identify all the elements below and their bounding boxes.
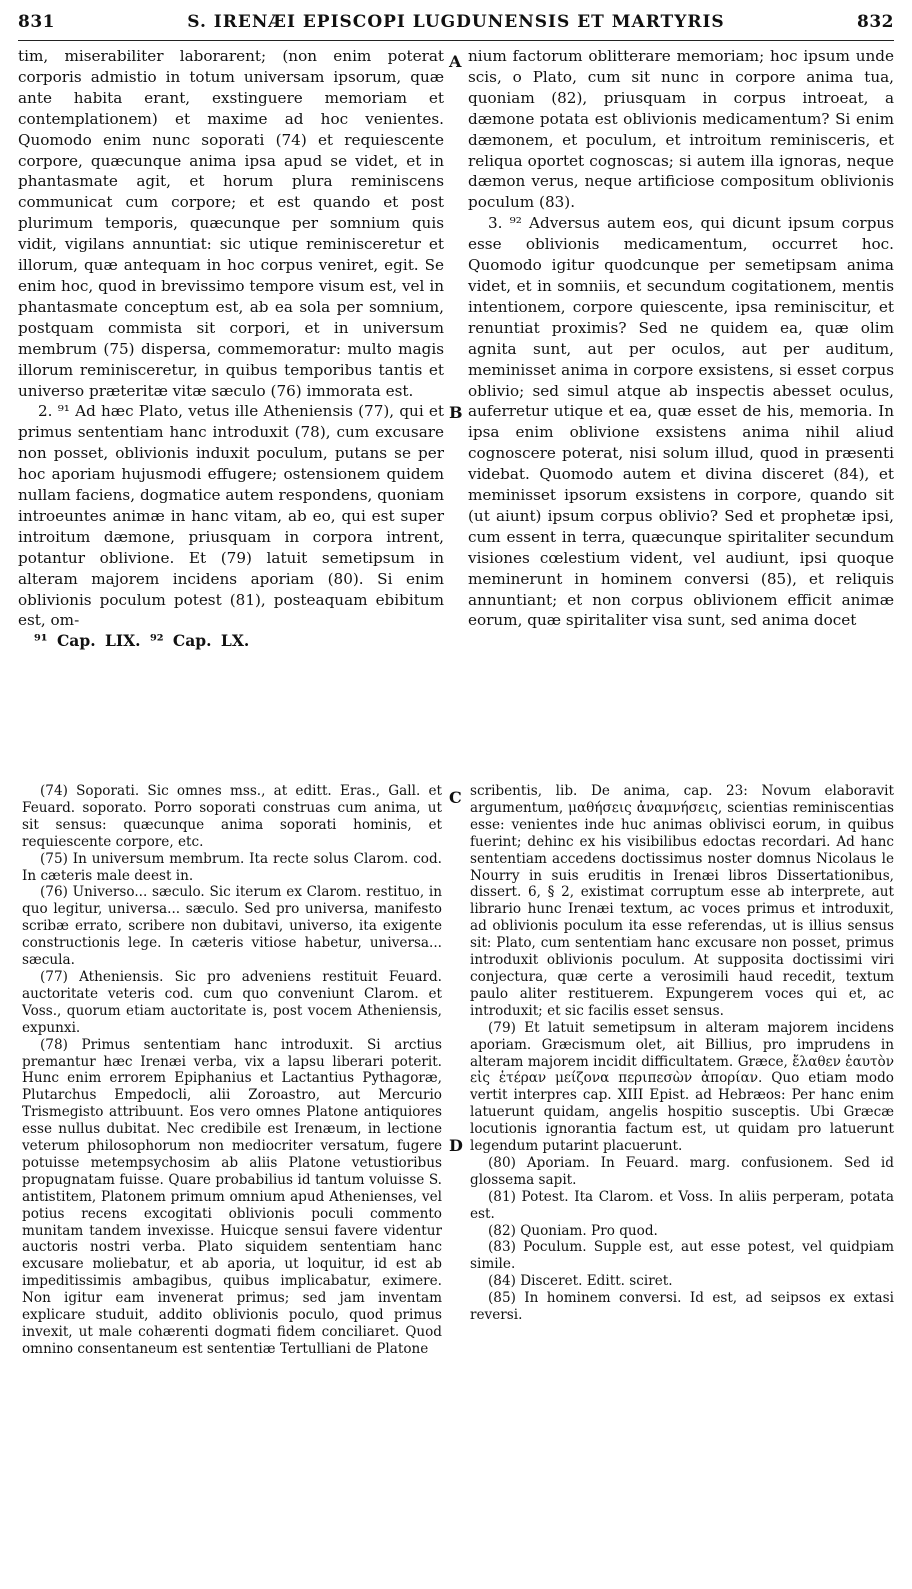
footnotes-right-column bbox=[470, 783, 894, 1324]
margin-marker-a: A bbox=[449, 52, 462, 71]
page-number-right: 832 bbox=[857, 12, 894, 32]
main-left-paragraph-1: tim, miserabiliter laborarent; (non enim poterat corporis admistio in totum universam ipsorum, quæ ante habita erant, exstinguere memoriam et contemplationem) et maxime ad hoc venientes. Quomodo enim nunc soporati (74) et requiescente corpore, quæcunque anima ipsa apud se videt, et in phantasmate agit, et horum plura reminiscens communicat cum corpore; et est quando et post plurimum temporis, quæcunque per somnium quis vidit, vigilans annuntiat: sic utique reminisceretur et illorum, quæ antequam in hoc corpus veniret, egit. Se enim hoc, quod in brevissimo tempore visum est, vel in phantasmate conceptum est, ab ea sola per somnium, postquam commista sit corpori, et in universum membrum (75) dispersa, commemoratur: multo magis illorum reminisceretur, in quibus temporibus tantis et universo præteritæ vitæ sæculo (76) immorata est. bbox=[18, 47, 444, 400]
page-number-left: 831 bbox=[18, 12, 55, 32]
footnote: (82) Quoniam. Pro quod. bbox=[488, 1222, 658, 1239]
footnote: (83) Poculum. Supple est, aut esse potest, vel quidpiam simile. bbox=[470, 1239, 894, 1273]
margin-marker-d: D bbox=[449, 1136, 463, 1155]
footnote: (76) Universo... sæculo. Sic iterum ex Clarom. restituo, in quo legitur, universa... sæculo. Sed pro universa, manifesto scribæ errato, scribere non dubitavi, universo, ita exigente constructionis lege. In cæteris vitiose habetur, universa... sæcula. bbox=[22, 884, 442, 969]
main-left-paragraph-2: 2. ⁹¹ Ad hæc Plato, vetus ille Atheniensis (77), qui et primus sententiam hanc introduxit (78), cum excusare non posset, oblivionis induxit poculum, putans se per hoc aporiam hujusmodi effugere; ostensionem quidem nullam faciens, dogmatice autem respondens, quoniam introeuntes animæ in hanc vitam, ab eo, qui est super introitum dæmone, priusquam in corpora intrent, potantur oblivione. Et (79) latuit semetipsum in alteram majorem incidens aporiam (80). Si enim oblivionis poculum potest (81), posteaquam ebibitum est, om- bbox=[18, 402, 444, 630]
footnote: (80) Aporiam. In Feuard. marg. confusionem. Sed id glossema sapit. bbox=[470, 1154, 894, 1188]
main-text-left-column bbox=[18, 46, 444, 651]
margin-marker-c: C bbox=[449, 788, 462, 807]
footnote: (81) Potest. Ita Clarom. et Voss. In aliis perperam, potata est. bbox=[470, 1188, 894, 1222]
footnote: (79) Et latuit semetipsum in alteram majorem incidens aporiam. Græcismum olet, ait Billius, pro imprudens in alteram majorem incidit difficultatem. Græce, ἔλαθεν ἑαυτὸν εἰς ἑτέραν μείζονα περιπεσὼν ἀπορίαν. Quo etiam modo vertit interpres cap. XIII Epist. ad Hebræos: Per hanc enim latuerunt quidam, angelis hospitio susceptis. Ubi Græcæ locutionis ignorantia factum est, ut quidam pro latuerunt legendum putarint placuerunt. bbox=[470, 1019, 894, 1155]
page-header bbox=[18, 12, 894, 38]
footnote: (85) In hominem conversi. Id est, ad seipsos ex extasi reversi. bbox=[470, 1290, 894, 1324]
footnotes-left-column bbox=[22, 783, 442, 1358]
main-right-paragraph-2: 3. ⁹² Adversus autem eos, qui dicunt ipsum corpus esse oblivionis medicamentum, occurret hoc. Quomodo igitur quodcunque per semetipsam anima videt, et in somniis, et secundum cogitationem, mentis intentionem, corpore quiescente, ipsa reminiscitur, et renuntiat proximis? Sed ne quidem ea, quæ olim agnita sunt, aut per oculos, aut per auditum, meminisset anima in corpore exsistens, si esset corpus oblivio; sed simul atque ab inspectis abesset oculus, auferretur utique et ea, quæ esset de his, memoria. In ipsa enim oblivione exsistens anima nihil aliud cognoscere poterat, nisi solum illud, quod in præsenti videbat. Quomodo autem et divina disceret (84), et meminisset ipsorum exsistens in corpore, quando sit (ut aiunt) ipsum corpus oblivio? Sed et prophetæ ipsi, cum essent in terra, quæcunque spiritaliter secundum visiones cœlestium vident, vel audiunt, ipsi quoque meminerunt in hominem conversi (85), et reliquis annuntiant; et non corpus oblivionem efficit animæ eorum, quæ spiritaliter visa sunt, sed anima docet bbox=[468, 214, 894, 630]
footnote: (78) Primus sententiam hanc introduxit. Si arctius premantur hæc Irenæi verba, vix a lapsu liberari poterit. Hunc enim errorem Epiphanius et Lactantius Pythagoræ, Plutarchus Empedocli, alii Zoroastro, aut Mercurio Trismegisto attribuunt. Eos vero omnes Platone antiquiores esse nullus dubitat. Nec credibile est Irenæum, in lectione veterum philosophorum non mediocriter versatum, fugere potuisse metempsychosim ab aliis Platone vetustioribus propugnatam fuisse. Quare probabilius id tantum voluisse S. antistitem, Platonem primum omnium apud Athenienses, vel potius recens excogitati oblivionis poculi commento munitam tandem invexisse. Huicque sensui favere videntur auctoris nostri verba. Plato siquidem sententiam hanc excusare moliebatur, et ab aporia, ut loquitur, id est ab impeditissimis ambagibus, quibus implicabatur, eximere. Non igitur eam invenerat primus; sed jam inventam explicare studuit, addito oblivionis poculo, quod primus invexit, ut male cohærenti dogmati fidem conciliaret. Quod omnino consentaneum est sententiæ Tertulliani de Platone bbox=[22, 1036, 442, 1357]
footnote: (77) Atheniensis. Sic pro adveniens restituit Feuard. auctoritate veteris cod. cum quo conveniunt Clarom. et Voss., quorum etiam auctoritate is, post vocem Atheniensis, expunxi. bbox=[22, 968, 442, 1036]
chapter-references: ⁹¹ Cap. LIX. ⁹² Cap. LX. bbox=[34, 631, 250, 651]
main-right-paragraph-1: nium factorum oblitterare memoriam; hoc ipsum unde scis, o Plato, cum sit nunc in corpore anima tua, quoniam (82), priusquam in corpus introeat, a dæmone potata est oblivionis medicamentum? Si enim dæmonem, et poculum, et introitum reminisceris, et reliqua oportet cognoscas; si autem illa ignoras, neque dæmon verus, neque artificiose compositum oblivionis poculum (83). bbox=[468, 47, 894, 212]
footnote: (75) In universum membrum. Ita recte solus Clarom. cod. In cæteris male deest in. bbox=[22, 850, 442, 884]
footnote: (74) Soporati. Sic omnes mss., at editt. Eras., Gall. et Feuard. soporato. Porro soporati construas cum anima, ut sit sensus: quæcunque anima soporati hominis, et requiescente corpore, etc. bbox=[22, 783, 442, 850]
main-text-right-column bbox=[468, 46, 894, 631]
margin-marker-b: B bbox=[449, 403, 463, 422]
footnote: (84) Disceret. Editt. sciret. bbox=[488, 1273, 673, 1290]
header-rule bbox=[18, 40, 894, 41]
footnote-continuation: scribentis, lib. De anima, cap. 23: Novum elaboravit argumentum, μαθήσεις ἀναμνήσεις, scientias reminiscentias esse: venientes inde huc animas oblivisci eorum, in quibus fuerint; dehinc ex his visibilibus edoctas recordari. Ad hanc sententiam accedens doctissimus noster domnus Nicolaus le Nourry in suis eruditis in Irenæi libros Dissertationibus, dissert. 6, § 2, existimat corruptum esse ab interprete, aut librario hunc Irenæi textum, ac voces primus et introduxit, ad oblivionis poculum ita esse referendas, ut is illius sensus sit: Plato, cum sententiam hanc excusare non posset, primus introduxit oblivionis poculum. At supposita doctissimi viri conjectura, quæ certe a verosimili haud recedit, textum paulo aliter restituerem. Expungerem voces qui et, ac introduxit; et sic facilis esset sensus. bbox=[470, 783, 894, 1019]
running-title: S. IRENÆI EPISCOPI LUGDUNENSIS ET MARTYRIS bbox=[187, 12, 725, 32]
